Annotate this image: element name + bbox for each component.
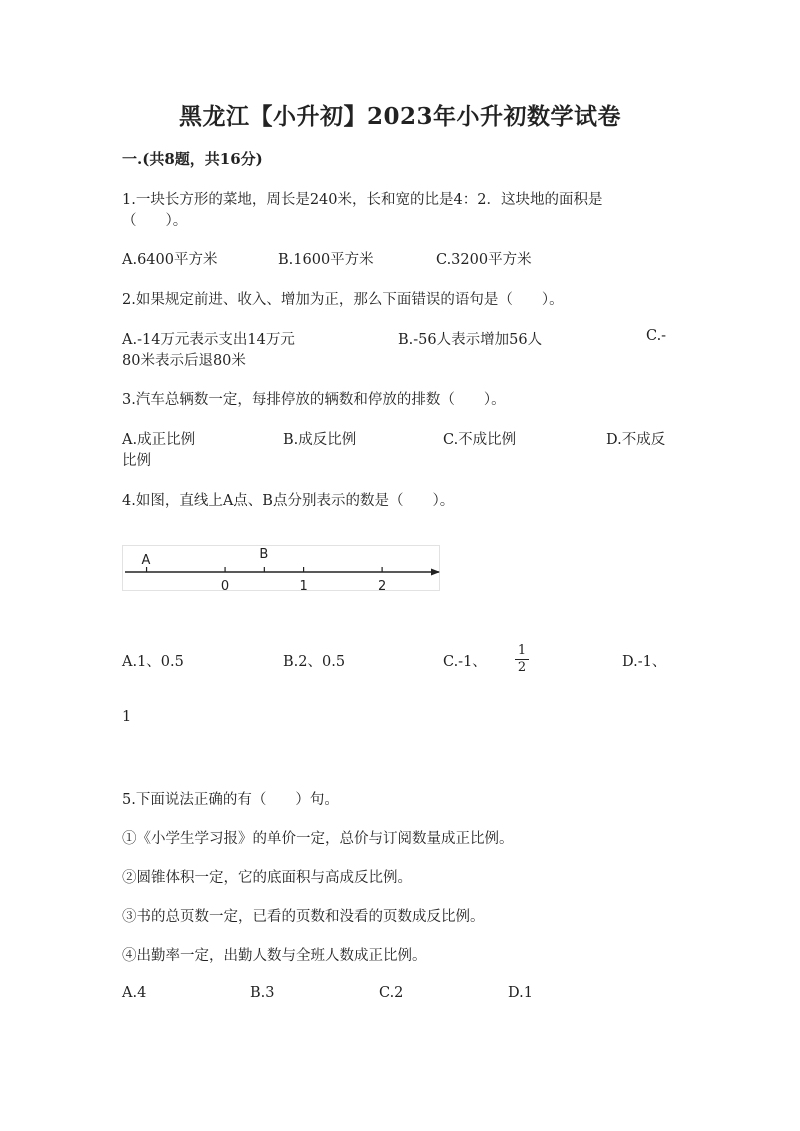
point-b-label: B [259,547,269,562]
question-2-option-c-cont: 80米表示后退80米 [122,353,246,369]
question-1-option-c: C.3200平方米 [436,252,532,268]
question-3-option-d-cont: 比例 [122,453,151,469]
question-2-option-a: A.-14万元表示支出14万元 [122,332,295,348]
question-3-option-b: B.成反比例 [283,432,357,448]
tick-label-2: 2 [377,579,387,592]
number-line-svg [123,546,441,592]
question-1-option-b: B.1600平方米 [278,252,374,268]
question-5-option-b: B.3 [250,985,275,1001]
question-4-option-d-cont: 1 [122,709,132,725]
question-2-text: 2.如果规定前进、收入、增加为正，那么下面错误的语句是（ ）。 [122,292,564,308]
question-3-option-c: C.不成比例 [443,432,517,448]
question-4-option-c: C.-1、 [443,654,487,670]
question-5-text: 5.下面说法正确的有（ ）句。 [122,792,339,808]
question-4-option-a: A.1、0.5 [122,654,184,670]
question-2-option-b: B.-56人表示增加56人 [398,332,543,348]
question-5-option-a: A.4 [122,985,147,1001]
number-line-arrow-icon [431,569,440,576]
tick-label-1: 1 [299,579,308,592]
question-3-text: 3.汽车总辆数一定，每排停放的辆数和停放的排数（ ）。 [122,392,506,408]
question-1-option-a: A.6400平方米 [122,252,218,268]
question-3-option-d: D.不成反 [606,432,666,448]
question-4-option-b: B.2、0.5 [283,654,346,670]
question-5-statement-4: ④出勤率一定，出勤人数与全班人数成正比例。 [122,948,427,964]
question-5-statement-2: ②圆锥体积一定，它的底面积与高成反比例。 [122,870,412,886]
question-5-option-d: D.1 [508,985,533,1001]
fraction-numerator: 1 [517,643,527,658]
question-3-option-a: A.成正比例 [122,432,196,448]
tick-label-0: 0 [220,579,230,592]
fraction-denominator: 2 [517,660,527,675]
page-title: 黑龙江【小升初】2023年小升初数学试卷 [178,103,621,130]
question-4-text: 4.如图，直线上A点、B点分别表示的数是（ ）。 [122,493,455,509]
question-1-text: 1.一块长方形的菜地，周长是240米，长和宽的比是4：2．这块地的面积是 [122,192,603,208]
question-4-option-d: D.-1、 [622,654,667,670]
question-2-option-c: C.- [646,328,667,344]
point-a-label: A [141,553,151,568]
section-heading: 一.(共8题，共16分) [122,150,263,168]
question-5-statement-1: ①《小学生学习报》的单价一定，总价与订阅数量成正比例。 [122,831,514,847]
fraction-one-half [514,644,530,675]
question-5-option-c: C.2 [379,985,404,1001]
question-5-statement-3: ③书的总页数一定，已看的页数和没看的页数成反比例。 [122,909,485,925]
number-line-figure [122,545,440,591]
question-1-text-cont: （ ）。 [122,213,188,229]
